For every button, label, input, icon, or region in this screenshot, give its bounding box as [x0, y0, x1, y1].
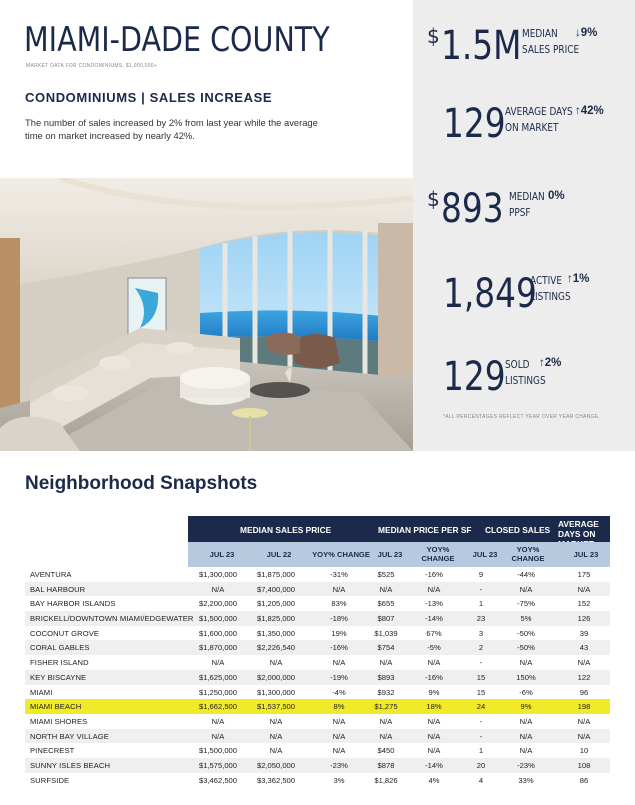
table-row — [25, 567, 610, 582]
table-cell: 2 — [478, 643, 484, 653]
table-cell: -16% — [330, 643, 348, 653]
table-cell: N/A — [269, 731, 283, 741]
table-cell: N/A — [427, 658, 441, 668]
table-cell: N/A — [427, 746, 441, 756]
table-cell: $1,500,000 — [198, 614, 237, 624]
table-cell: - — [479, 584, 483, 594]
table-cell: N/A — [332, 716, 346, 726]
table-cell: - — [479, 658, 483, 668]
table-cell: 96 — [579, 687, 589, 697]
table-cell: $7,400,000 — [256, 584, 295, 594]
table-cell: N/A — [427, 731, 441, 741]
table-cell: 86 — [579, 775, 589, 785]
table-cell: -44% — [517, 570, 535, 579]
table-cell: N/A — [519, 658, 533, 668]
table-cell: 20 — [476, 760, 486, 770]
table-cell: 9% — [428, 687, 440, 697]
neighborhood-name: SUNNY ISLES BEACH — [30, 760, 111, 770]
table-cell: -13% — [425, 599, 443, 609]
table-cell: 4 — [478, 775, 484, 785]
table-cell: -4% — [332, 687, 346, 697]
table-cell: N/A — [427, 584, 441, 594]
table-row — [25, 685, 610, 700]
stat-value: 1.5M — [441, 23, 522, 69]
table-cell: $807 — [377, 614, 395, 624]
table-cell: $1,870,000 — [198, 643, 237, 653]
table-cell: 19% — [331, 628, 347, 638]
table-cell: $1,350,000 — [256, 628, 295, 638]
neighborhood-name: SURFSIDE — [30, 775, 70, 785]
table-cell: 152 — [577, 599, 591, 609]
neighborhood-name: KEY BISCAYNE — [30, 672, 87, 682]
table-cell: 9% — [520, 702, 532, 712]
neighborhood-name: BAL HARBOUR — [30, 584, 86, 594]
table-cell: -6% — [519, 687, 533, 697]
stat-dollar-sign: $ — [427, 187, 440, 211]
table-row — [25, 773, 610, 788]
col-ppsf-yoy: YOY% CHANGE — [421, 545, 455, 563]
table-cell: 1 — [478, 746, 484, 756]
neighborhood-name: FISHER ISLAND — [30, 658, 89, 668]
table-cell: N/A — [269, 658, 283, 668]
table-cell: $754 — [377, 643, 395, 653]
table-cell: 108 — [577, 760, 591, 770]
table-cell: 23 — [476, 614, 486, 624]
table-cell: N/A — [519, 716, 533, 726]
table-row — [25, 729, 610, 744]
page-title: MIAMI-DADE COUNTY — [24, 20, 330, 60]
table-cell: 8% — [333, 702, 345, 712]
table-cell: -14% — [425, 760, 443, 770]
table-cell: -50% — [517, 628, 535, 638]
table-cell: $1,875,000 — [256, 570, 295, 579]
table-row — [25, 758, 610, 773]
col-closed-jul23: JUL 23 — [472, 550, 498, 559]
stat-label-line1: SOLD — [505, 359, 530, 371]
stat-value: 129 — [443, 101, 506, 147]
stat-label-line1: MEDIAN — [509, 191, 545, 203]
table-cell: 10 — [579, 746, 589, 756]
table-cell: $1,826 — [374, 775, 398, 785]
stat-label-line2: LISTINGS — [530, 291, 571, 303]
table-column-header — [188, 542, 610, 567]
table-cell: $932 — [377, 687, 395, 697]
stat-change: 0% — [548, 190, 565, 202]
table-cell: $2,000,000 — [256, 672, 295, 682]
neighborhood-name: PINECREST — [30, 746, 75, 756]
table-cell: $1,250,000 — [198, 687, 237, 697]
table-cell: $3,362,500 — [256, 775, 295, 785]
table-cell: $1,537,500 — [256, 702, 295, 712]
group-average-days: AVERAGE DAYS ON — [558, 519, 599, 539]
col-dom-jul23: JUL 23 — [573, 550, 599, 559]
table-cell: N/A — [519, 731, 533, 741]
section-heading: CONDOMINIUMS | SALES INCREASE — [25, 90, 273, 105]
table-cell: N/A — [519, 746, 533, 756]
stat-active-listings — [413, 270, 635, 330]
table-cell: $655 — [377, 599, 395, 609]
table-cell: 1 — [478, 599, 484, 609]
footnote: *ALL PERCENTAGES REFLECT YEAR OVER YEAR CHANGE. — [443, 414, 601, 420]
stat-value: 893 — [441, 186, 504, 232]
stat-sold-listings — [413, 355, 635, 415]
stat-median-ppsf — [413, 185, 635, 245]
table-cell: N/A — [519, 584, 533, 594]
col-sales-yoy: YOY% CHANGE — [312, 550, 370, 559]
table-cell: N/A — [211, 716, 225, 726]
table-cell: $2,226,540 — [256, 643, 295, 653]
group-closed-sales: CLOSED SALES — [485, 525, 551, 535]
table-cell: $893 — [377, 672, 395, 682]
group-median-sales-price: MEDIAN SALES PRICE — [240, 525, 332, 535]
table-cell: - — [479, 731, 483, 741]
neighborhood-name: MIAMI SHORES — [30, 716, 88, 726]
table-row — [25, 714, 610, 729]
stat-value: 1,849 — [443, 271, 537, 317]
table-cell: N/A — [379, 658, 393, 668]
col-sales-jul22: JUL 22 — [266, 550, 292, 559]
table-cell: N/A — [211, 658, 225, 668]
stat-label-line1: MEDIAN — [522, 28, 558, 40]
market-subtitle: MARKET DATA FOR CONDOMINIUMS, $1,000,000+ — [26, 63, 158, 69]
table-cell: -18% — [330, 614, 348, 624]
neighborhood-name: COCONUT GROVE — [30, 628, 100, 638]
table-cell: $450 — [377, 746, 395, 756]
table-cell: N/A — [379, 716, 393, 726]
neighborhood-name: CORAL GABLES — [30, 643, 90, 653]
neighborhood-name: BRICKELL/DOWNTOWN MIAMI/EDGEWATER — [30, 614, 194, 624]
group-median-price-per-sf: MEDIAN PRICE PER SF — [378, 525, 472, 535]
neighborhood-name: NORTH BAY VILLAGE — [30, 731, 109, 741]
table-cell: N/A — [577, 658, 591, 668]
table-cell: 43 — [579, 643, 589, 653]
table-cell: 83% — [331, 599, 347, 609]
table-cell: N/A — [269, 716, 283, 726]
table-title: Neighborhood Snapshots — [25, 473, 258, 494]
table-cell: 126 — [577, 614, 591, 624]
header-block — [0, 0, 413, 178]
table-cell: 24 — [476, 702, 486, 712]
table-row — [25, 582, 610, 597]
stat-label-line1: AVERAGE DAYS — [505, 106, 573, 118]
neighborhood-name: AVENTURA — [30, 570, 72, 579]
stats-panel — [413, 0, 635, 451]
stat-dollar-sign: $ — [427, 24, 440, 48]
table-cell: $1,039 — [374, 628, 398, 638]
neighborhood-name: BAY HARBOR ISLANDS — [30, 599, 116, 609]
table-cell: 67% — [426, 628, 442, 638]
table-cell: -16% — [425, 672, 443, 682]
table-cell: 15 — [476, 687, 486, 697]
table-cell: N/A — [379, 584, 393, 594]
table-cell: 4% — [428, 775, 440, 785]
table-cell: N/A — [427, 716, 441, 726]
table-cell: 9 — [478, 570, 484, 579]
table-cell: 122 — [577, 672, 591, 682]
table-cell: -14% — [425, 614, 443, 624]
table-cell: 3% — [333, 775, 345, 785]
table-row — [25, 596, 610, 611]
col-sales-jul23: JUL 23 — [209, 550, 235, 559]
table-row — [25, 626, 610, 641]
table-cell: N/A — [332, 731, 346, 741]
stat-median-sales-price — [413, 22, 635, 82]
table-cell: 150% — [516, 672, 536, 682]
table-cell: - — [479, 716, 483, 726]
col-ppsf-jul23: JUL 23 — [377, 550, 403, 559]
table-cell: 198 — [577, 702, 591, 712]
table-row — [25, 699, 610, 714]
table-cell: $1,275 — [374, 702, 398, 712]
table-row — [25, 670, 610, 685]
table-row — [25, 640, 610, 655]
table-body — [25, 567, 610, 787]
condo-living-room-photo — [0, 178, 413, 451]
table-cell: 175 — [577, 570, 591, 579]
neighborhood-name: MIAMI BEACH — [30, 702, 82, 712]
description-text: The number of sales increased by 2% from last year while the average time on market increased by nearly 42%. — [25, 117, 318, 141]
stat-average-days — [413, 102, 635, 162]
table-cell: $1,600,000 — [198, 628, 237, 638]
table-cell: 39 — [579, 628, 589, 638]
table-cell: -5% — [427, 643, 441, 653]
stat-change: ↑42% — [575, 105, 604, 117]
col-closed-yoy: YOY% CHANGE — [511, 545, 545, 563]
table-cell: $1,300,000 — [198, 570, 237, 579]
stat-label-line2: SALES PRICE — [522, 44, 580, 56]
table-cell: N/A — [211, 584, 225, 594]
table-cell: $1,500,000 — [198, 746, 237, 756]
table-cell: $1,662,500 — [198, 702, 237, 712]
stat-change: ↑2% — [539, 357, 562, 369]
stat-label-line2: ON MARKET — [505, 122, 559, 134]
table-cell: 5% — [520, 614, 532, 624]
table-cell: 18% — [426, 702, 442, 712]
stat-change: ↑1% — [567, 273, 590, 285]
table-cell: N/A — [379, 731, 393, 741]
stat-label-line2: LISTINGS — [505, 375, 546, 387]
table-cell: $1,205,000 — [256, 599, 295, 609]
table-cell: -16% — [425, 570, 443, 579]
stat-label-line2: PPSF — [509, 207, 531, 219]
table-row — [25, 655, 610, 670]
table-cell: -23% — [517, 760, 535, 770]
table-cell: $3,462,500 — [198, 775, 237, 785]
table-cell: $878 — [377, 760, 395, 770]
table-cell: $2,050,000 — [256, 760, 295, 770]
neighborhood-name: MIAMI — [30, 687, 53, 697]
stat-value: 129 — [443, 354, 506, 400]
table-cell: $1,625,000 — [198, 672, 237, 682]
table-group-header — [188, 516, 610, 542]
table-cell: N/A — [332, 658, 346, 668]
stat-label-line1: ACTIVE — [530, 275, 563, 287]
table-row — [25, 743, 610, 758]
table-cell: -23% — [330, 760, 348, 770]
table-cell: -31% — [330, 570, 348, 579]
table-cell: $1,825,000 — [256, 614, 295, 624]
table-cell: $525 — [377, 570, 395, 579]
table-cell: -50% — [517, 643, 535, 653]
table-cell: N/A — [577, 584, 591, 594]
table-cell: N/A — [577, 716, 591, 726]
table-cell: N/A — [211, 731, 225, 741]
table-cell: $2,200,000 — [198, 599, 237, 609]
table-cell: N/A — [332, 584, 346, 594]
table-cell: N/A — [577, 731, 591, 741]
table-cell: N/A — [269, 746, 283, 756]
table-cell: 33% — [518, 775, 534, 785]
table-cell: $1,300,000 — [256, 687, 295, 697]
table-cell: -75% — [517, 599, 535, 609]
stat-change: ↓9% — [575, 27, 598, 39]
table-cell: $1,575,000 — [198, 760, 237, 770]
table-row — [25, 611, 610, 626]
table-cell: -19% — [330, 672, 348, 682]
table-cell: 15 — [476, 672, 486, 682]
table-cell: 3 — [478, 628, 484, 638]
table-cell: N/A — [332, 746, 346, 756]
